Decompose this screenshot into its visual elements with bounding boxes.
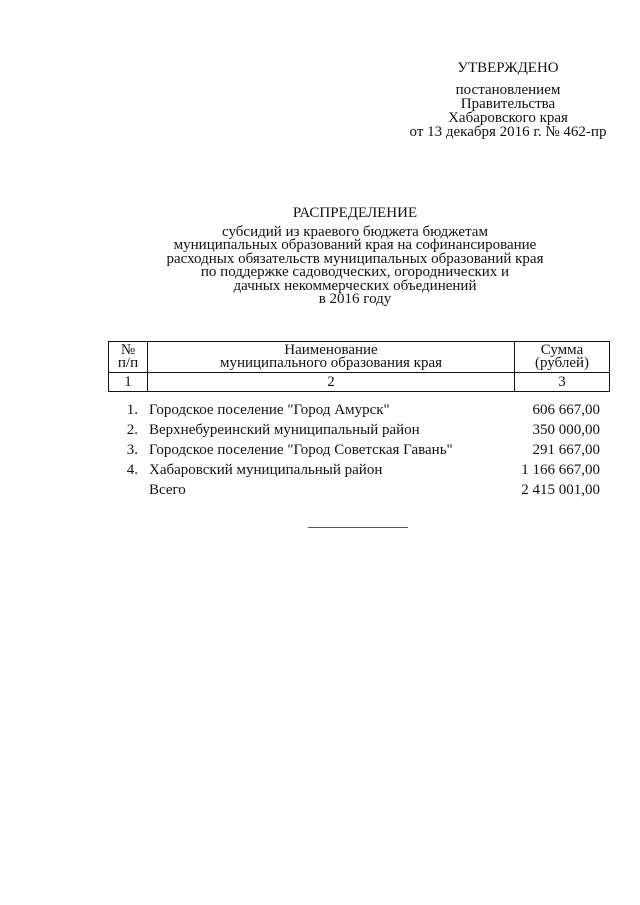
approval-title: УТВЕРЖДЕНО <box>457 60 559 76</box>
subtitle-line: муниципальных образований края на софинансирование <box>173 237 537 254</box>
column-number: 3 <box>515 373 610 392</box>
document-title: РАСПРЕДЕЛЕНИЕ <box>292 205 418 221</box>
row-name: Верхнебуреинский муниципальный район <box>149 422 420 438</box>
table-body <box>108 402 610 502</box>
header-text: муниципального образования края <box>219 355 443 371</box>
header-cell-name <box>148 342 515 373</box>
table-row <box>108 422 610 442</box>
total-sum: 2 415 001,00 <box>521 482 600 498</box>
subtitle-line: в 2016 году <box>318 291 392 308</box>
approval-date: от 13 декабря 2016 г. № 462-пр <box>409 124 607 140</box>
table-row <box>108 402 610 422</box>
row-number: 1. <box>126 402 138 418</box>
row-sum: 1 166 667,00 <box>521 462 600 478</box>
total-row <box>108 482 610 502</box>
header-text: Сумма <box>540 342 584 358</box>
subtitle-line: расходных обязательств муниципальных образований края <box>166 250 544 267</box>
header-cell-number <box>109 342 148 373</box>
row-number: 2. <box>126 422 138 438</box>
column-number-row <box>109 373 610 392</box>
table-row <box>108 462 610 482</box>
row-sum: 350 000,00 <box>532 422 600 438</box>
subtitle-line: дачных некоммерческих объединений <box>233 277 477 294</box>
subtitle-line: субсидий из краевого бюджета бюджетам <box>222 224 488 240</box>
row-number: 4. <box>126 462 138 478</box>
approval-line: постановлением <box>455 82 561 98</box>
header-text: (рублей) <box>534 355 590 371</box>
approval-line: Правительства <box>460 96 556 112</box>
header-text: № <box>120 342 136 358</box>
row-number: 3. <box>126 442 138 458</box>
total-label: Всего <box>149 482 186 498</box>
approval-block <box>380 83 636 125</box>
approval-line: Хабаровского края <box>448 110 568 126</box>
row-sum: 291 667,00 <box>532 442 600 458</box>
row-name: Городское поселение "Город Советская Гавань" <box>149 442 453 458</box>
header-text: Наименование <box>284 342 378 358</box>
header-cell-sum <box>515 342 610 373</box>
row-name: Городское поселение "Город Амурск" <box>149 402 390 418</box>
table-header <box>108 341 610 392</box>
header-row <box>109 342 610 373</box>
row-sum: 606 667,00 <box>532 402 600 418</box>
column-number: 2 <box>148 373 515 392</box>
subtitle-line: по поддержке садоводческих, огороднических и <box>200 264 510 281</box>
table-row <box>108 442 610 462</box>
row-name: Хабаровский муниципальный район <box>149 462 383 478</box>
end-divider <box>308 527 408 528</box>
document-subtitle <box>120 226 590 306</box>
column-number: 1 <box>109 373 148 392</box>
header-text: п/п <box>117 355 139 371</box>
